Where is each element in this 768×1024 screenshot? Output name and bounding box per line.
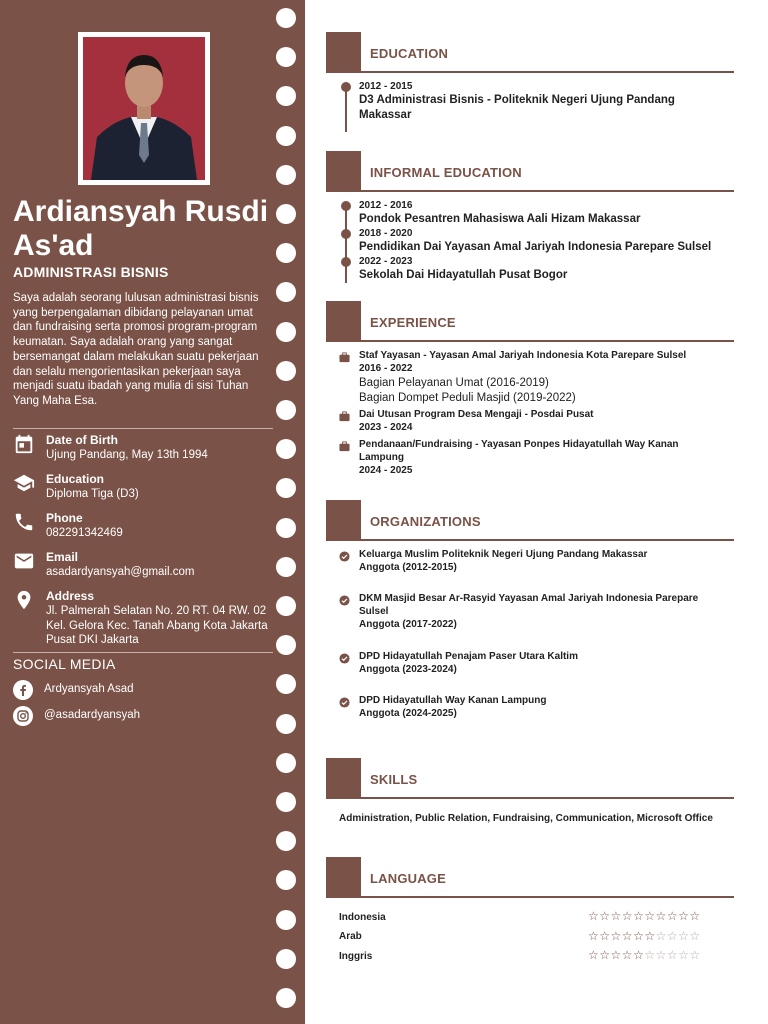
- organization-role: Anggota (2012-2015): [359, 562, 457, 573]
- binder-hole: [276, 714, 296, 734]
- star-filled-icon: ☆: [666, 909, 679, 923]
- sidebar: [0, 0, 305, 1024]
- binder-hole: [276, 243, 296, 263]
- binder-hole: [276, 557, 296, 577]
- experience-years: 2024 - 2025: [359, 465, 413, 476]
- organizations-header: [326, 500, 734, 541]
- binder-hole: [276, 400, 296, 420]
- star-empty-icon: ☆: [666, 929, 679, 943]
- full-name: Ardiansyah Rusdi As'ad: [13, 195, 269, 262]
- info-label: Education: [46, 472, 105, 486]
- briefcase-icon: [339, 409, 350, 420]
- experience-line: Bagian Dompet Peduli Masjid (2019-2022): [359, 392, 576, 404]
- section-title: ORGANIZATIONS: [370, 514, 481, 529]
- binder-hole: [276, 165, 296, 185]
- language-rating-stars: [588, 948, 701, 962]
- section-title: LANGUAGE: [370, 871, 446, 886]
- star-empty-icon: ☆: [689, 948, 701, 962]
- experience-line: Bagian Pelayanan Umat (2016-2019): [359, 377, 549, 389]
- star-filled-icon: ☆: [621, 948, 634, 962]
- facebook-handle: Ardyansyah Asad: [44, 683, 134, 695]
- star-filled-icon: ☆: [621, 909, 634, 923]
- check-circle-icon: [339, 651, 350, 662]
- job-title: ADMINISTRASI BISNIS: [13, 264, 169, 280]
- sidebar-divider: [13, 652, 273, 653]
- info-label: Address: [46, 589, 95, 603]
- instagram-icon: [13, 706, 33, 726]
- check-circle-icon: [339, 549, 350, 560]
- timeline-dot: [341, 82, 351, 92]
- check-circle-icon: [339, 695, 350, 706]
- section-title: EXPERIENCE: [370, 315, 456, 330]
- binder-hole: [276, 322, 296, 342]
- star-filled-icon: ☆: [599, 948, 611, 962]
- education-detail: D3 Administrasi Bisnis - Politeknik Negeri Ujung Pandang Makassar: [359, 94, 675, 121]
- informal-education-years: 2018 - 2020: [359, 228, 413, 239]
- star-filled-icon: ☆: [588, 948, 600, 962]
- graduation-cap-icon: [13, 472, 35, 494]
- informal-education-years: 2022 - 2023: [359, 256, 413, 267]
- binder-hole: [276, 47, 296, 67]
- star-filled-icon: ☆: [689, 909, 701, 923]
- star-empty-icon: ☆: [655, 929, 667, 943]
- star-filled-icon: ☆: [588, 909, 600, 923]
- binder-hole: [276, 439, 296, 459]
- organization-role: Anggota (2017-2022): [359, 619, 457, 630]
- binder-hole: [276, 988, 296, 1008]
- organization-role: Anggota (2023-2024): [359, 664, 457, 675]
- experience-years: 2023 - 2024: [359, 422, 413, 433]
- skills-header: [326, 758, 734, 799]
- star-filled-icon: ☆: [633, 948, 645, 962]
- informal-education-detail: Sekolah Dai Hidayatullah Pusat Bogor: [359, 269, 568, 281]
- experience-years: 2016 - 2022: [359, 363, 413, 374]
- star-filled-icon: ☆: [644, 929, 656, 943]
- binder-hole: [276, 596, 296, 616]
- briefcase-icon: [339, 439, 350, 450]
- timeline-dot: [341, 229, 351, 239]
- sidebar-divider: [13, 428, 273, 429]
- skills-list: Administration, Public Relation, Fundraising, Communication, Microsoft Office: [339, 813, 713, 824]
- experience-title: Staf Yayasan - Yayasan Amal Jariyah Indonesia Kota Parepare Sulsel: [359, 350, 687, 361]
- binder-hole: [276, 792, 296, 812]
- binder-hole: [276, 361, 296, 381]
- star-filled-icon: ☆: [610, 909, 622, 923]
- briefcase-icon: [339, 350, 350, 361]
- binder-hole: [276, 126, 296, 146]
- star-filled-icon: ☆: [599, 929, 611, 943]
- language-rating-stars: [588, 909, 701, 923]
- instagram-handle: @asadardyansyah: [44, 709, 141, 721]
- star-filled-icon: ☆: [655, 909, 667, 923]
- star-empty-icon: ☆: [666, 948, 679, 962]
- star-empty-icon: ☆: [655, 948, 667, 962]
- star-filled-icon: ☆: [610, 929, 622, 943]
- star-empty-icon: ☆: [689, 929, 701, 943]
- binder-hole: [276, 518, 296, 538]
- informal-education-header: [326, 151, 734, 192]
- binder-hole: [276, 910, 296, 930]
- facebook-icon: [13, 680, 33, 700]
- informal-education-years: 2012 - 2016: [359, 200, 413, 211]
- profile-photo: [78, 32, 210, 185]
- binder-hole: [276, 753, 296, 773]
- profile-summary: Saya adalah seorang lulusan administrasi bisnis yang berpengalaman dibidang pelayanan umat dan fundraising serta promosi program-program keumatan. Saya adalah orang yang sangat bersemangat dalam melakukan suatu pekerjaan dan selalu mengorientasikan pekerjaan saya menjadi suatu ibadah yang mulia di sisi Tuhan Yang Maha Esa.: [13, 292, 259, 407]
- star-filled-icon: ☆: [621, 929, 634, 943]
- binder-hole: [276, 674, 296, 694]
- experience-title: Dai Utusan Program Desa Mengaji - Posdai Pusat: [359, 409, 594, 420]
- star-filled-icon: ☆: [610, 948, 622, 962]
- info-value: Jl. Palmerah Selatan No. 20 RT. 04 RW. 02 Kel. Gelora Kec. Tanah Abang Kota Jakarta Pusat DKI Jakarta: [46, 605, 268, 647]
- star-empty-icon: ☆: [678, 929, 690, 943]
- info-label: Email: [46, 550, 79, 564]
- experience-header: [326, 301, 734, 342]
- binder-hole: [276, 8, 296, 28]
- language-name: Arab: [339, 931, 362, 942]
- check-circle-icon: [339, 593, 350, 604]
- binder-hole: [276, 282, 296, 302]
- binder-hole: [276, 949, 296, 969]
- organization-name: Keluarga Muslim Politeknik Negeri Ujung Pandang Makassar: [359, 549, 648, 560]
- language-header: [326, 857, 734, 898]
- experience-title: Pendanaan/Fundraising - Yayasan Ponpes Hidayatullah Way Kanan Lampung: [359, 439, 679, 463]
- language-name: Indonesia: [339, 912, 386, 923]
- calendar-icon: [13, 433, 35, 455]
- section-title: SKILLS: [370, 772, 418, 787]
- binder-hole: [276, 86, 296, 106]
- organization-name: DKM Masjid Besar Ar-Rasyid Yayasan Amal Jariyah Indonesia Parepare Sulsel: [359, 593, 699, 617]
- info-value: Ujung Pandang, May 13th 1994: [46, 449, 208, 461]
- timeline-line: [345, 86, 347, 132]
- info-value: 082291342469: [46, 527, 123, 539]
- info-value: Diploma Tiga (D3): [46, 488, 139, 500]
- section-title: INFORMAL EDUCATION: [370, 165, 522, 180]
- star-filled-icon: ☆: [644, 909, 656, 923]
- star-filled-icon: ☆: [633, 929, 645, 943]
- social-media-title: SOCIAL MEDIA: [13, 656, 116, 672]
- phone-icon: [13, 511, 35, 533]
- star-filled-icon: ☆: [599, 909, 611, 923]
- timeline-dot: [341, 201, 351, 211]
- info-label: Phone: [46, 511, 83, 525]
- binder-hole: [276, 478, 296, 498]
- organization-name: DPD Hidayatullah Way Kanan Lampung: [359, 695, 547, 706]
- timeline-dot: [341, 257, 351, 267]
- star-empty-icon: ☆: [678, 948, 690, 962]
- binder-hole: [276, 635, 296, 655]
- organization-name: DPD Hidayatullah Penajam Paser Utara Kaltim: [359, 651, 578, 662]
- location-pin-icon: [13, 589, 35, 611]
- organization-role: Anggota (2024-2025): [359, 708, 457, 719]
- education-years: 2012 - 2015: [359, 81, 413, 92]
- informal-education-detail: Pendidikan Dai Yayasan Amal Jariyah Indonesia Parepare Sulsel: [359, 241, 712, 253]
- star-empty-icon: ☆: [644, 948, 656, 962]
- mail-icon: [13, 550, 35, 572]
- star-filled-icon: ☆: [588, 929, 600, 943]
- star-filled-icon: ☆: [633, 909, 645, 923]
- informal-education-detail: Pondok Pesantren Mahasiswa Aali Hizam Makassar: [359, 213, 641, 225]
- star-filled-icon: ☆: [678, 909, 690, 923]
- timeline-line: [345, 205, 347, 283]
- info-label: Date of Birth: [46, 433, 118, 447]
- binder-hole: [276, 204, 296, 224]
- binder-holes: [276, 8, 296, 1024]
- education-header: [326, 32, 734, 73]
- section-title: EDUCATION: [370, 46, 449, 61]
- info-value: asadardyansyah@gmail.com: [46, 566, 195, 578]
- binder-hole: [276, 870, 296, 890]
- language-name: Inggris: [339, 951, 373, 962]
- language-rating-stars: [588, 929, 701, 943]
- binder-hole: [276, 831, 296, 851]
